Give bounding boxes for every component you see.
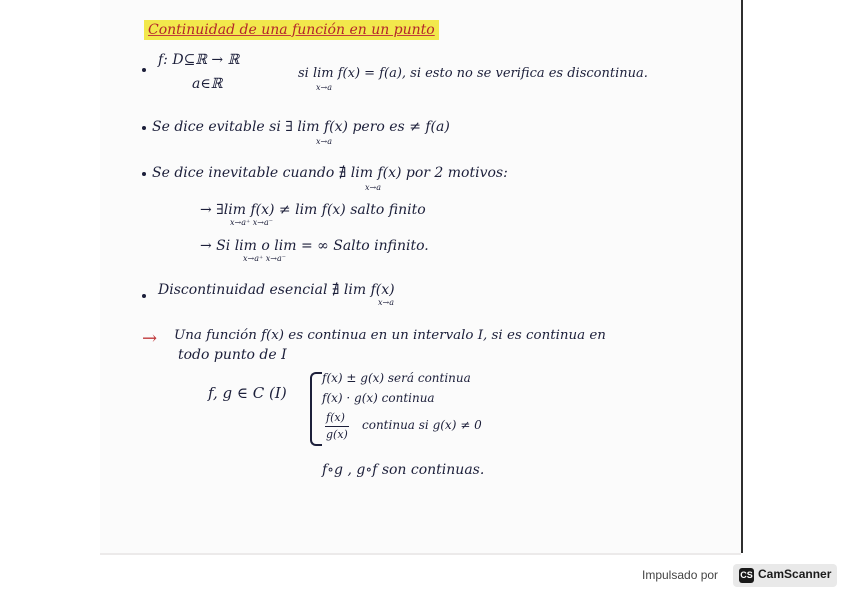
functions-in-C: f, g ∈ C (I) — [208, 384, 287, 402]
evitable-definition: Se dice evitable si ∃ lim f(x) pero es ≠ f(a) — [152, 119, 450, 135]
camscanner-brand: CamScanner — [758, 567, 832, 581]
sum-rule: f(x) ± g(x) será continua — [322, 371, 471, 385]
quotient-rule: continua si g(x) ≠ 0 — [362, 418, 482, 432]
red-arrow-icon: → — [142, 328, 158, 349]
limit-subscript-3: x→a — [365, 183, 381, 192]
quotient-numerator: f(x) — [326, 411, 345, 424]
bullet-4 — [142, 294, 146, 298]
finite-jump-case: → ∃lim f(x) ≠ lim f(x) salto finito — [200, 202, 426, 218]
limit-subscript-1: x→a — [316, 83, 332, 92]
continuity-definition: si lim f(x) = f(a), si esto no se verifica es discontinua. — [298, 66, 648, 81]
limit-subscript-2: x→a — [316, 137, 332, 146]
interval-continuity-statement: Una función f(x) es continua en un intervalo I, si es continua en — [174, 328, 606, 343]
bullet-2 — [142, 126, 146, 130]
bullet-3 — [142, 172, 146, 176]
essential-discontinuity: Discontinuidad esencial ∄ lim f(x) — [158, 282, 395, 298]
quotient-denominator: g(x) — [326, 428, 348, 441]
camscanner-logo-icon: CS — [739, 568, 754, 583]
domain-statement: f: D⊆ℝ → ℝ — [158, 52, 240, 68]
interval-continuity-statement-cont: todo punto de I — [178, 347, 287, 363]
scanned-page — [100, 0, 743, 553]
note-title: Continuidad de una función en un punto — [144, 20, 439, 40]
fraction-bar — [325, 426, 349, 427]
powered-by-label: Impulsado por — [642, 568, 719, 582]
limit-subscript-6: x→a — [378, 298, 394, 307]
camscanner-badge[interactable] — [733, 564, 837, 587]
composition-rule: f∘g , g∘f son continuas. — [322, 462, 485, 478]
bullet-1 — [142, 68, 146, 72]
infinite-jump-case: → Si lim o lim = ∞ Salto infinito. — [200, 238, 429, 254]
inevitable-definition: Se dice inevitable cuando ∄ lim f(x) por 2 motivos: — [152, 165, 508, 181]
handwritten-note — [100, 0, 741, 553]
limit-subscript-4: x→a⁺ x→a⁻ — [230, 218, 273, 227]
brace — [310, 372, 322, 446]
product-rule: f(x) · g(x) continua — [322, 391, 435, 405]
point-statement: a∈ℝ — [192, 76, 223, 92]
page-shadow — [100, 553, 741, 555]
limit-subscript-5: x→a⁺ x→a⁻ — [243, 254, 286, 263]
